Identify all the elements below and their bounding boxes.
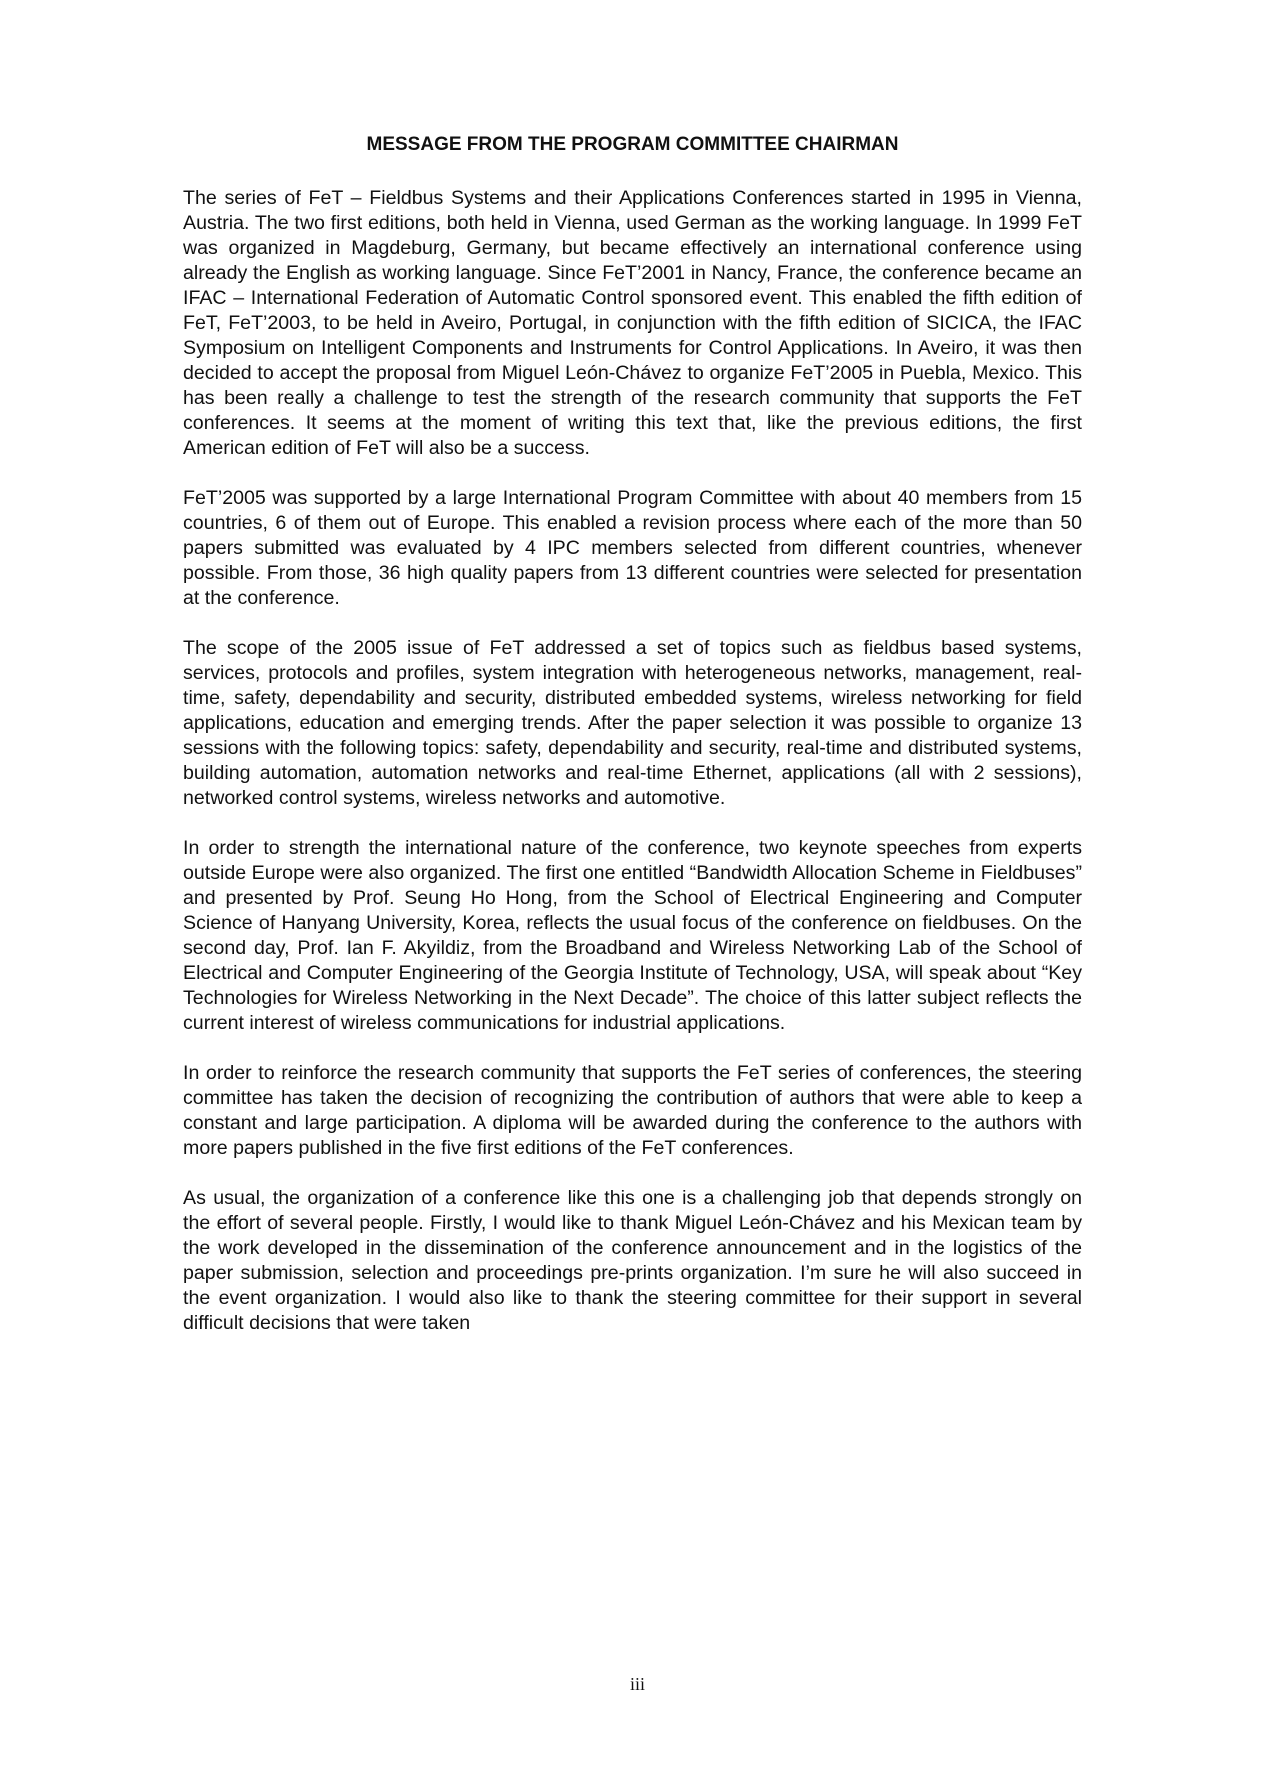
paragraph-steering-committee: In order to reinforce the research community that supports the FeT series of conferences, the steering committee has taken the decision of recognizing the contribution of authors that were able to keep a constant and large participation. A diploma will be awarded during the conference to the authors with more papers published in the five first editions of the FeT conferences. (183, 1062, 1082, 1159)
paragraph-acknowledgements: As usual, the organization of a conference like this one is a challenging job that depends strongly on the effort of several people. Firstly, I would like to thank Miguel León-Chávez and his Mexican team by the work developed in the dissemination of the conference announcement and in the logistics of the paper submission, selection and proceedings pre-prints organization. I’m sure he will also succeed in the event organization. I would also like to thank the steering committee for their support in several difficult decisions that were taken (183, 1187, 1082, 1334)
page-number: iii (629, 1674, 645, 1694)
paragraph-scope: The scope of the 2005 issue of FeT addressed a set of topics such as fieldbus based systems, services, protocols and profiles, system integration with heterogeneous networks, management, real-time, safety, dependability and security, distributed embedded systems, wireless networking for field applications, education and emerging trends. After the paper selection it was possible to organize 13 sessions with the following topics: safety, dependability and security, real-time and distributed systems, building automation, automation networks and real-time Ethernet, applications (all with 2 sessions), networked control systems, wireless networks and automotive. (183, 637, 1082, 809)
paragraph-keynotes: In order to strength the international nature of the conference, two keynote speeches from experts outside Europe were also organized. The first one entitled “Bandwidth Allocation Scheme in Fieldbuses” and presented by Prof. Seung Ho Hong, from the School of Electrical Engineering and Computer Science of Hanyang University, Korea, reflects the usual focus of the conference on fieldbuses. On the second day, Prof. Ian F. Akyildiz, from the Broadband and Wireless Networking Lab of the School of Electrical and Computer Engineering of the Georgia Institute of Technology, USA, will speak about “Key Technologies for Wireless Networking in the Next Decade”. The choice of this latter subject reflects the current interest of wireless communications for industrial applications. (183, 837, 1082, 1034)
body-text (183, 186, 1082, 1336)
paragraph-history: The series of FeT – Fieldbus Systems and their Applications Conferences started in 1995 in Vienna, Austria. The two first editions, both held in Vienna, used German as the working language. In 1999 FeT was organized in Magdeburg, Germany, but became effectively an international conference using already the English as working language. Since FeT’2001 in Nancy, France, the conference became an IFAC – International Federation of Automatic Control sponsored event. This enabled the fifth edition of FeT, FeT’2003, to be held in Aveiro, Portugal, in conjunction with the fifth edition of SICICA, the IFAC Symposium on Intelligent Components and Instruments for Control Applications. In Aveiro, it was then decided to accept the proposal from Miguel León-Chávez to organize FeT’2005 in Puebla, Mexico. This has been really a challenge to test the strength of the research community that supports the FeT conferences. It seems at the moment of writing this text that, like the previous editions, the first American edition of FeT will also be a success. (183, 187, 1082, 459)
page-title: MESSAGE FROM THE PROGRAM COMMITTEE CHAIRMAN (366, 134, 899, 155)
paragraph-program-committee: FeT’2005 was supported by a large International Program Committee with about 40 members from 15 countries, 6 of them out of Europe. This enabled a revision process where each of the more than 50 papers submitted was evaluated by 4 IPC members selected from different countries, whenever possible. From those, 36 high quality papers from 13 different countries were selected for presentation at the conference. (183, 487, 1082, 609)
